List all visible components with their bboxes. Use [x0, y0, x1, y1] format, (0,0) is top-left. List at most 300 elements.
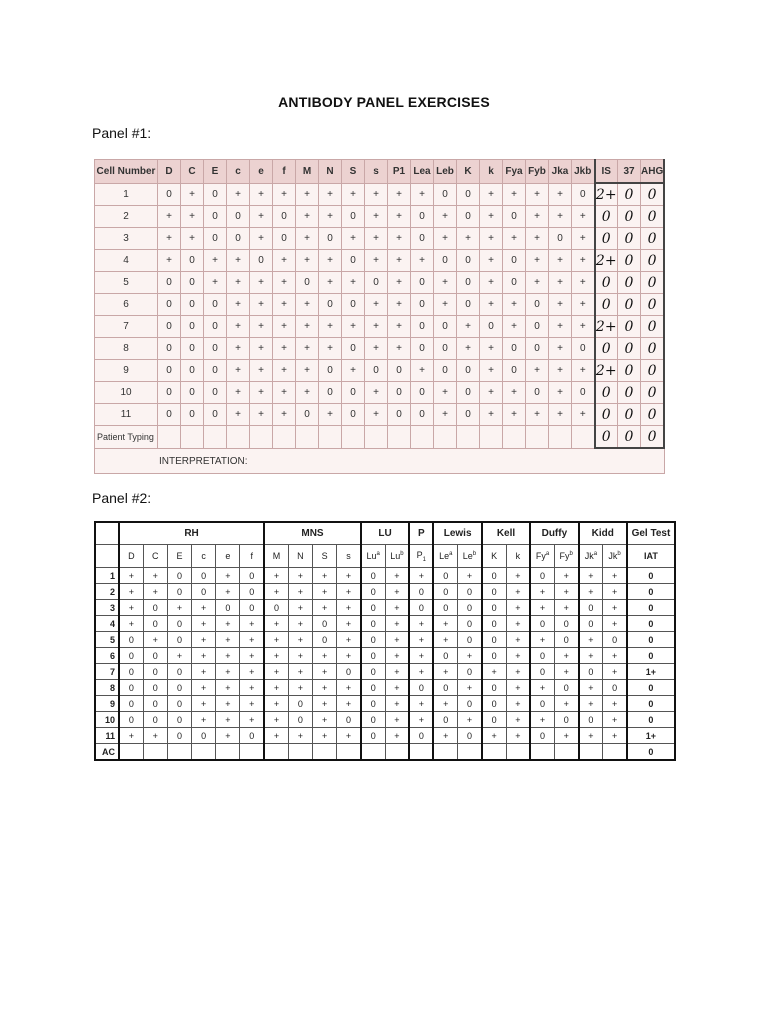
panel1-result-value: 0: [618, 404, 641, 426]
antigen-superscript: b: [472, 551, 477, 557]
panel1-antigen-header: Jkb: [572, 160, 595, 184]
panel1-antigen-header: s: [365, 160, 388, 184]
panel1-antigen-header: M: [296, 160, 319, 184]
panel1-antigen-value: +: [227, 183, 250, 206]
panel2-cell-number: 5: [95, 632, 119, 648]
panel1-antigen-value: 0: [480, 316, 503, 338]
panel1-antigen-value: +: [227, 272, 250, 294]
panel2-cell-row: [95, 600, 675, 616]
panel1-antigen-value: 0: [365, 360, 388, 382]
panel2-ac-blank: [433, 744, 457, 761]
panel2-antigen-value: 0: [288, 696, 312, 712]
panel1-antigen-value: +: [227, 404, 250, 426]
panel2-antigen-value: +: [216, 696, 240, 712]
panel1-antigen-value: +: [227, 338, 250, 360]
panel2-antigen-value: +: [216, 632, 240, 648]
panel2-antigen-value: +: [506, 584, 530, 600]
antigen-name: E: [176, 551, 183, 561]
panel1-antigen-value: +: [250, 316, 273, 338]
panel1-antigen-value: 0: [457, 206, 480, 228]
panel1-antigen-header: E: [204, 160, 227, 184]
panel2-ac-blank: [506, 744, 530, 761]
panel2-antigen-value: 0: [167, 712, 191, 728]
panel2-antigen-value: 0: [361, 680, 385, 696]
panel2-antigen-value: 0: [361, 696, 385, 712]
panel2-antigen-value: 0: [119, 696, 143, 712]
patient-typing-label: Patient Typing: [95, 426, 158, 449]
panel1-antigen-value: +: [296, 206, 319, 228]
panel1-antigen-value: 0: [181, 272, 204, 294]
patient-typing-blank: [250, 426, 273, 449]
panel2-antigen-value: +: [409, 632, 433, 648]
panel1-antigen-value: 0: [457, 294, 480, 316]
panel2-antigen-value: +: [554, 568, 578, 584]
panel2-antigen-value: 0: [603, 632, 627, 648]
panel2-group-header: Kell: [482, 522, 530, 545]
panel1-antigen-value: +: [365, 404, 388, 426]
panel1-antigen-value: 0: [572, 183, 595, 206]
panel2-antigen-value: 0: [458, 728, 482, 744]
panel1-result-value: 0: [595, 206, 618, 228]
panel2-antigen-value: +: [313, 648, 337, 664]
panel1-antigen-value: +: [480, 228, 503, 250]
panel2-ac-blank: [216, 744, 240, 761]
panel2-antigen-value: +: [288, 600, 312, 616]
panel2-antigen-value: +: [337, 728, 361, 744]
antigen-name: Fy: [559, 551, 570, 561]
panel1-cell-number: 5: [95, 272, 158, 294]
panel2-antigen-value: +: [385, 584, 409, 600]
panel1-header-row: [95, 160, 665, 184]
panel1-antigen-value: +: [342, 360, 365, 382]
panel1-result-value: 2+: [595, 183, 618, 206]
panel1-cell-number: 11: [95, 404, 158, 426]
panel1-antigen-value: 0: [158, 183, 181, 206]
panel2-antigen-value: +: [433, 616, 457, 632]
antigen-name: M: [272, 551, 281, 561]
panel1-antigen-value: +: [388, 338, 411, 360]
panel2-antigen-header: [603, 545, 627, 568]
panel1-result-value: 0: [595, 404, 618, 426]
panel1-antigen-value: 0: [388, 382, 411, 404]
panel2-ac-blank: [530, 744, 554, 761]
panel2-antigen-value: 0: [240, 600, 264, 616]
panel1-cell-row: [95, 206, 665, 228]
panel2-antigen-value: 0: [167, 728, 191, 744]
panel1-antigen-value: +: [549, 183, 572, 206]
panel2-antigen-value: +: [506, 632, 530, 648]
panel2-antigen-value: +: [337, 632, 361, 648]
panel2-antigen-value: +: [216, 664, 240, 680]
panel2-antigen-value: 0: [143, 680, 167, 696]
panel2-antigen-value: 0: [530, 664, 554, 680]
panel2-antigen-value: 0: [579, 712, 603, 728]
panel1-antigen-value: +: [526, 404, 549, 426]
antigen-name: c: [201, 551, 206, 561]
panel2-antigen-value: 0: [167, 616, 191, 632]
panel1-antigen-value: 0: [411, 272, 434, 294]
panel1-antigen-value: +: [480, 382, 503, 404]
panel2-antigen-value: +: [337, 568, 361, 584]
panel1-antigen-value: 0: [434, 316, 457, 338]
panel2-antigen-value: +: [579, 680, 603, 696]
panel2-antigen-value: +: [216, 712, 240, 728]
panel1-antigen-value: +: [549, 250, 572, 272]
panel2-antigen-value: +: [143, 568, 167, 584]
panel2-antigen-value: +: [264, 728, 288, 744]
panel2-antigen-value: +: [240, 680, 264, 696]
antigen-subscript: 1: [422, 556, 427, 563]
panel2-antigen-value: 0: [433, 600, 457, 616]
panel2-antigen-value: +: [579, 584, 603, 600]
panel2-antigen-value: 0: [143, 712, 167, 728]
panel1-antigen-value: 0: [181, 360, 204, 382]
antigen-name: s: [346, 551, 351, 561]
panel2-antigen-value: 0: [482, 632, 506, 648]
patient-typing-blank: [526, 426, 549, 449]
panel1-result-value: 2+: [595, 316, 618, 338]
panel2-iat-value: 0: [627, 616, 675, 632]
panel2-ac-blank: [554, 744, 578, 761]
panel2-antigen-value: +: [192, 696, 216, 712]
panel2-antigen-value: 0: [167, 680, 191, 696]
panel2-antigen-value: +: [119, 600, 143, 616]
panel1-result-value: 0: [641, 338, 665, 360]
panel2-antigen-value: +: [288, 680, 312, 696]
panel1-antigen-value: 0: [549, 228, 572, 250]
panel2-antigen-value: +: [240, 648, 264, 664]
panel2-label: Panel #2:: [92, 490, 152, 506]
panel1-antigen-value: 0: [526, 382, 549, 404]
panel2-antigen-value: +: [216, 616, 240, 632]
panel1-antigen-value: 0: [457, 183, 480, 206]
panel1-antigen-value: +: [549, 338, 572, 360]
panel1-antigen-value: +: [227, 316, 250, 338]
panel2-antigen-value: +: [409, 616, 433, 632]
panel1-antigen-value: +: [204, 272, 227, 294]
panel2-group-row: [95, 522, 675, 545]
panel2-antigen-value: +: [506, 696, 530, 712]
panel2-antigen-value: +: [288, 568, 312, 584]
panel1-antigen-value: +: [503, 183, 526, 206]
panel1-antigen-value: +: [250, 382, 273, 404]
panel1-antigen-value: +: [365, 316, 388, 338]
panel2-antigen-value: +: [143, 632, 167, 648]
panel1-antigen-value: 0: [503, 360, 526, 382]
panel2-antigen-value: 0: [192, 728, 216, 744]
panel1-antigen-value: 0: [388, 360, 411, 382]
panel1-antigen-value: +: [296, 360, 319, 382]
panel2-antigen-value: +: [409, 568, 433, 584]
antigen-superscript: b: [400, 551, 404, 557]
panel2-antigen-value: +: [385, 600, 409, 616]
patient-typing-blank: [273, 426, 296, 449]
panel1-cell-number: 6: [95, 294, 158, 316]
antigen-superscript: a: [376, 551, 380, 557]
panel1-antigen-header: S: [342, 160, 365, 184]
panel2-ac-iat: 0: [627, 744, 675, 761]
panel2-antigen-value: 0: [313, 616, 337, 632]
panel2-ac-blank: [337, 744, 361, 761]
panel2-antigen-value: +: [264, 616, 288, 632]
panel2-ac-blank: [288, 744, 312, 761]
panel1-antigen-value: +: [572, 404, 595, 426]
panel2-antigen-value: 0: [119, 680, 143, 696]
panel1-antigen-value: +: [388, 206, 411, 228]
panel1-antigen-value: +: [480, 404, 503, 426]
antigen-name: f: [250, 551, 254, 561]
panel2-antigen-value: +: [264, 568, 288, 584]
panel2-antigen-value: +: [506, 616, 530, 632]
panel1-antigen-header: Fya: [503, 160, 526, 184]
panel2-antigen-value: +: [506, 568, 530, 584]
panel2-antigen-value: 0: [361, 664, 385, 680]
panel1-antigen-value: 0: [411, 294, 434, 316]
panel1-antigen-value: +: [273, 183, 296, 206]
panel1-antigen-value: +: [296, 294, 319, 316]
panel1-antigen-value: +: [273, 404, 296, 426]
panel1-antigen-value: +: [526, 183, 549, 206]
panel1-antigen-value: 0: [411, 228, 434, 250]
panel2-ac-blank: [458, 744, 482, 761]
panel2-antigen-value: +: [264, 664, 288, 680]
panel1-antigen-value: +: [319, 183, 342, 206]
antigen-name: Le: [462, 551, 473, 561]
panel1-antigen-value: +: [250, 272, 273, 294]
panel1-cell-number: 1: [95, 183, 158, 206]
panel2-antigen-value: +: [433, 728, 457, 744]
panel2-cell-row: [95, 696, 675, 712]
panel2-cell-number: 1: [95, 568, 119, 584]
panel1-result-value: 0: [595, 272, 618, 294]
panel2-cell-row: [95, 664, 675, 680]
patient-typing-result: 0: [641, 426, 665, 449]
panel1-antigen-value: +: [549, 316, 572, 338]
panel1-antigen-header: Fyb: [526, 160, 549, 184]
panel2-antigen-value: +: [409, 664, 433, 680]
panel2-antigen-value: 0: [482, 584, 506, 600]
panel1-antigen-value: +: [250, 338, 273, 360]
panel2-antigen-value: 0: [216, 600, 240, 616]
panel2-ac-blank: [119, 744, 143, 761]
panel1-result-value: 0: [618, 272, 641, 294]
panel1-antigen-value: 0: [181, 404, 204, 426]
panel2-antigen-value: +: [216, 680, 240, 696]
patient-typing-blank: [319, 426, 342, 449]
panel2-antigen-value: 0: [361, 728, 385, 744]
panel2-antigen-row: [95, 545, 675, 568]
panel1-antigen-value: 0: [434, 338, 457, 360]
panel2-antigen-value: 0: [579, 664, 603, 680]
panel1-header-cell-number: Cell Number: [95, 160, 158, 184]
panel1-antigen-header: k: [480, 160, 503, 184]
panel2-antigen-value: 0: [313, 632, 337, 648]
panel2-antigen-value: 0: [482, 648, 506, 664]
panel2-group-header: LU: [361, 522, 409, 545]
panel2-antigen-value: +: [603, 600, 627, 616]
panel2-ac-row: [95, 744, 675, 761]
panel1-antigen-value: +: [250, 360, 273, 382]
panel1-antigen-header: Leb: [434, 160, 457, 184]
panel1-antigen-value: 0: [457, 360, 480, 382]
patient-typing-blank: [204, 426, 227, 449]
panel2-antigen-value: +: [337, 680, 361, 696]
panel2-antigen-value: +: [337, 616, 361, 632]
panel1-antigen-value: 0: [319, 228, 342, 250]
panel2-ac-blank: [385, 744, 409, 761]
panel2-antigen-value: 0: [143, 600, 167, 616]
panel2-antigen-header: [167, 545, 191, 568]
panel1-cell-number: 3: [95, 228, 158, 250]
panel1-antigen-value: +: [503, 294, 526, 316]
panel2-antigen-value: +: [313, 584, 337, 600]
panel1-antigen-value: 0: [319, 294, 342, 316]
panel2-iat-value: 1+: [627, 664, 675, 680]
patient-typing-blank: [411, 426, 434, 449]
panel2-antigen-value: +: [264, 632, 288, 648]
panel2-antigen-value: 0: [361, 568, 385, 584]
panel1-result-value: 0: [641, 228, 665, 250]
panel1-result-value: 0: [595, 382, 618, 404]
patient-typing-result: 0: [595, 426, 618, 449]
panel1-antigen-value: +: [273, 360, 296, 382]
panel1-antigen-value: +: [342, 316, 365, 338]
panel2-antigen-value: +: [288, 632, 312, 648]
panel1-cell-number: 2: [95, 206, 158, 228]
panel1-antigen-value: 0: [204, 360, 227, 382]
panel1-antigen-value: +: [296, 228, 319, 250]
panel2-antigen-value: +: [506, 664, 530, 680]
panel2-cell-number: 10: [95, 712, 119, 728]
panel1-antigen-value: 0: [204, 228, 227, 250]
panel2-iat-value: 0: [627, 584, 675, 600]
panel1-antigen-value: +: [365, 338, 388, 360]
panel1-antigen-value: +: [480, 183, 503, 206]
panel1-antigen-value: 0: [158, 316, 181, 338]
patient-typing-blank: [227, 426, 250, 449]
panel2-antigen-value: +: [554, 728, 578, 744]
panel1-antigen-value: 0: [526, 294, 549, 316]
antigen-name: S: [321, 551, 328, 561]
panel2-antigen-header: [458, 545, 482, 568]
panel2-antigen-value: +: [385, 568, 409, 584]
panel1-result-value: 0: [641, 382, 665, 404]
panel1-antigen-value: 0: [388, 404, 411, 426]
interpretation-label: INTERPRETATION:: [95, 448, 665, 474]
antigen-name: Lu: [366, 551, 377, 561]
panel1-antigen-value: +: [296, 316, 319, 338]
panel1-antigen-value: +: [365, 228, 388, 250]
panel2-antigen-value: 0: [579, 616, 603, 632]
panel2-antigen-value: +: [603, 568, 627, 584]
panel2-antigen-value: +: [433, 632, 457, 648]
panel1-antigen-value: 0: [503, 206, 526, 228]
panel1-result-value: 0: [618, 316, 641, 338]
panel2-antigen-value: 0: [240, 568, 264, 584]
panel2-antigen-value: 0: [579, 600, 603, 616]
panel1-result-value: 0: [618, 183, 641, 206]
panel2-antigen-value: +: [240, 616, 264, 632]
panel1-antigen-value: +: [549, 382, 572, 404]
patient-typing-blank: [434, 426, 457, 449]
panel2-antigen-value: +: [554, 600, 578, 616]
panel1-antigen-header: Jka: [549, 160, 572, 184]
panel1-antigen-value: +: [572, 250, 595, 272]
panel2-antigen-value: +: [409, 648, 433, 664]
panel1-result-value: 0: [641, 360, 665, 382]
panel2-group-header: Kidd: [579, 522, 627, 545]
panel1-antigen-value: 0: [181, 382, 204, 404]
panel1-antigen-value: +: [549, 360, 572, 382]
panel2-antigen-value: 0: [482, 600, 506, 616]
panel1-antigen-value: +: [273, 250, 296, 272]
panel2-antigen-value: +: [603, 728, 627, 744]
panel2-antigen-value: 0: [458, 600, 482, 616]
panel2-cell-row: [95, 616, 675, 632]
panel2-ac-blank: [192, 744, 216, 761]
panel1-antigen-value: +: [319, 316, 342, 338]
panel2-antigen-value: +: [313, 680, 337, 696]
panel2-iat-value: 1+: [627, 728, 675, 744]
panel2-antigen-header: [192, 545, 216, 568]
panel1-antigen-value: +: [319, 338, 342, 360]
panel1-antigen-value: 0: [158, 382, 181, 404]
panel1-result-value: 0: [641, 183, 665, 206]
panel2-antigen-value: +: [554, 664, 578, 680]
antigen-name: P: [416, 549, 423, 560]
panel2-antigen-value: +: [385, 616, 409, 632]
panel1-antigen-value: +: [296, 382, 319, 404]
panel2-antigen-value: 0: [458, 696, 482, 712]
panel2-cell-row: [95, 680, 675, 696]
panel1-antigen-value: +: [480, 206, 503, 228]
panel2-antigen-value: +: [433, 696, 457, 712]
panel2-antigen-value: 0: [482, 712, 506, 728]
panel2-antigen-value: +: [603, 696, 627, 712]
panel2-antigen-value: 0: [361, 648, 385, 664]
panel1-result-value: 0: [618, 338, 641, 360]
panel2-cell-number: 2: [95, 584, 119, 600]
panel2-antigen-value: +: [216, 568, 240, 584]
panel1-antigen-value: +: [572, 272, 595, 294]
antigen-superscript: a: [593, 551, 598, 557]
panel1-antigen-value: +: [411, 183, 434, 206]
panel1-antigen-value: +: [365, 206, 388, 228]
panel1-antigen-value: +: [181, 228, 204, 250]
panel1-cell-number: 7: [95, 316, 158, 338]
panel2-antigen-value: +: [240, 632, 264, 648]
panel2-antigen-header: [554, 545, 578, 568]
panel1-antigen-value: 0: [227, 228, 250, 250]
panel2-antigen-value: 0: [409, 600, 433, 616]
panel2-antigen-value: +: [603, 648, 627, 664]
panel2-antigen-value: +: [264, 648, 288, 664]
panel2-antigen-header: [409, 545, 433, 568]
panel1-antigen-value: +: [250, 404, 273, 426]
panel1-antigen-value: 0: [503, 338, 526, 360]
panel1-result-value: 0: [595, 228, 618, 250]
panel2-antigen-value: 0: [482, 696, 506, 712]
panel2-antigen-value: +: [192, 632, 216, 648]
panel2-antigen-value: +: [385, 680, 409, 696]
antigen-name: k: [515, 551, 521, 561]
panel1-antigen-value: 0: [411, 382, 434, 404]
patient-typing-blank: [365, 426, 388, 449]
panel1-antigen-value: +: [158, 250, 181, 272]
panel2-antigen-value: 0: [530, 568, 554, 584]
panel1-antigen-value: +: [457, 228, 480, 250]
panel1-result-value: 2+: [595, 250, 618, 272]
